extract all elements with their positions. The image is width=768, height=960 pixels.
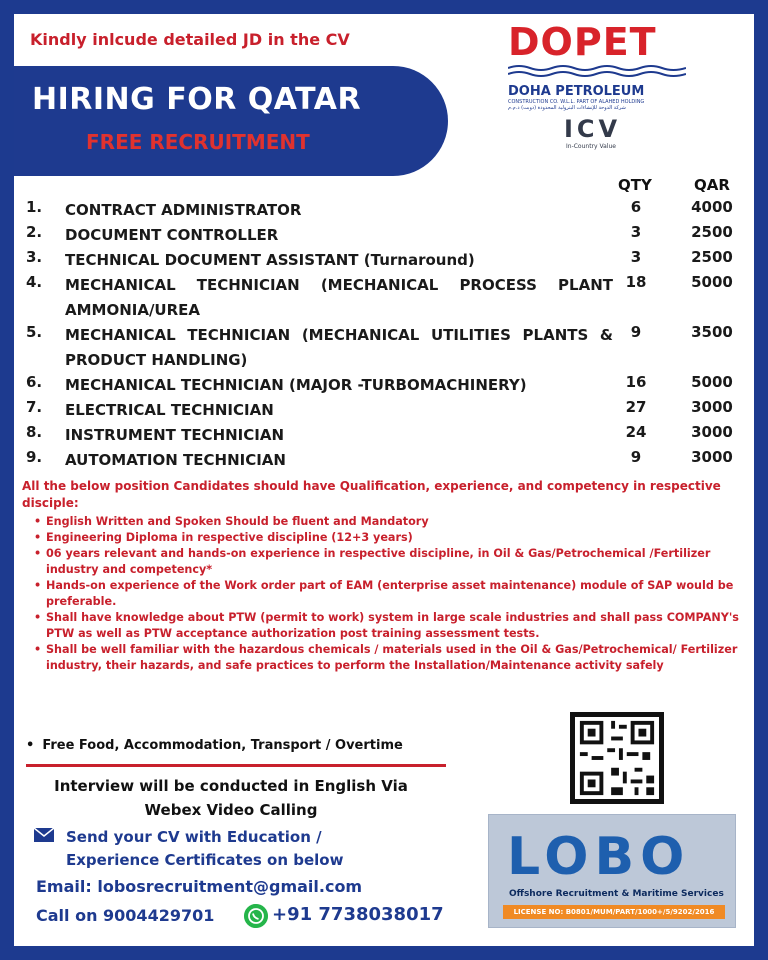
jd-note: Kindly inlcude detailed JD in the CV xyxy=(30,30,350,49)
requirement-item: • Shall have knowledge about PTW (permit to work) system in large scale industries and shall pass COMPANY's PTW as well as PTW acceptance authorization post training assessment tests. xyxy=(34,610,746,642)
qr-code-icon xyxy=(575,717,659,799)
banner-subtitle: FREE RECRUITMENT xyxy=(86,130,310,154)
whatsapp-icon xyxy=(244,904,268,928)
lobo-license: LICENSE NO: B0801/MUM/PART/1000+/5/9202/2016 xyxy=(503,905,725,919)
job-salary: 5000 xyxy=(691,273,733,291)
job-salary: 2500 xyxy=(691,223,733,241)
job-number: 5. xyxy=(26,323,43,341)
job-number: 7. xyxy=(26,398,43,416)
dopet-tagline: CONSTRUCTION CO. W.L.L. PART OF ALAHED HOLDING xyxy=(508,99,645,105)
dopet-wordmark: DOPET xyxy=(508,20,657,64)
interview-info xyxy=(24,774,438,822)
lobo-logo xyxy=(488,814,736,928)
job-qty: 16 xyxy=(625,373,647,391)
poster xyxy=(14,14,754,946)
qar-header: QAR xyxy=(694,176,730,194)
banner-title: HIRING FOR QATAR xyxy=(32,82,362,117)
email-link[interactable]: Email: lobosrecruitment@gmail.com xyxy=(36,877,363,896)
job-number: 9. xyxy=(26,448,43,466)
job-title: CONTRACT ADMINISTRATOR xyxy=(65,201,302,219)
job-salary: 5000 xyxy=(691,373,733,391)
lobo-wordmark: LOBO xyxy=(507,827,691,887)
dopet-full-name: DOHA PETROLEUM xyxy=(508,84,645,99)
requirements-list xyxy=(34,514,746,674)
bullet-icon: • xyxy=(26,738,35,753)
job-title: ELECTRICAL TECHNICIAN xyxy=(65,401,274,419)
job-number: 2. xyxy=(26,223,43,241)
whatsapp-number[interactable]: +91 7738038017 xyxy=(272,904,444,925)
dopet-arabic: شركة الدوحة للإنشاءات البترولية المحدودة (دوبت) ذ.م.م xyxy=(508,105,626,111)
job-salary: 3000 xyxy=(691,423,733,441)
requirement-item: • English Written and Spoken Should be fluent and Mandatory xyxy=(34,514,746,530)
qty-header: QTY xyxy=(618,176,652,194)
send-cv-line-1: Send your CV with Education / xyxy=(66,828,322,846)
job-number: 6. xyxy=(26,373,43,391)
requirements-intro: All the below position Candidates should have Qualification, experience, and competency in respective disciple: xyxy=(22,479,721,510)
job-qty: 9 xyxy=(630,323,642,341)
job-number: 8. xyxy=(26,423,43,441)
envelope-icon xyxy=(34,828,54,842)
icv-subtitle: In-Country Value xyxy=(566,143,616,150)
requirement-item: • 06 years relevant and hands-on experience in respective discipline, in Oil & Gas/Petrochemical /Fertilizer industry and competency* xyxy=(34,546,746,578)
job-title: AUTOMATION TECHNICIAN xyxy=(65,451,286,469)
job-salary: 3000 xyxy=(691,448,733,466)
job-salary: 3500 xyxy=(691,323,733,341)
requirement-item: • Hands-on experience of the Work order part of EAM (enterprise asset maintenance) module of SAP would be preferable. xyxy=(34,578,746,610)
requirement-item: • Engineering Diploma in respective discipline (12+3 years) xyxy=(34,530,746,546)
job-qty: 9 xyxy=(630,448,642,466)
job-salary: 3000 xyxy=(691,398,733,416)
job-number: 3. xyxy=(26,248,43,266)
job-title: MECHANICAL TECHNICIAN (MECHANICAL PROCESS PLANT AMMONIA/UREA xyxy=(65,276,613,319)
icv-mark: ICV xyxy=(564,115,622,143)
interview-line-1: Interview will be conducted in English Via xyxy=(54,777,408,795)
job-title: MECHANICAL TECHNICIAN (MECHANICAL UTILITIES PLANTS & PRODUCT HANDLING) xyxy=(65,326,613,369)
job-salary: 4000 xyxy=(691,198,733,216)
send-cv xyxy=(34,826,414,872)
job-qty: 24 xyxy=(625,423,647,441)
divider xyxy=(26,764,446,767)
requirement-item: • Shall be well familiar with the hazardous chemicals / materials used in the Oil & Gas/Petrochemical/ Fertilizer industry, their hazards, and safe practices to perform the Installation/Maintenance activity safely xyxy=(34,642,746,674)
interview-line-2: Webex Video Calling xyxy=(144,801,318,819)
dopet-logo xyxy=(508,20,690,170)
job-title: DOCUMENT CONTROLLER xyxy=(65,226,279,244)
perks-text: Free Food, Accommodation, Transport / Overtime xyxy=(42,738,403,753)
job-number: 1. xyxy=(26,198,43,216)
qr-code[interactable] xyxy=(570,712,664,804)
job-qty: 3 xyxy=(630,223,642,241)
job-qty: 27 xyxy=(625,398,647,416)
job-number: 4. xyxy=(26,273,43,291)
lobo-subtitle: Offshore Recruitment & Maritime Services xyxy=(509,889,724,899)
phone-number[interactable]: Call on 9004429701 xyxy=(36,906,215,925)
send-cv-line-2: Experience Certificates on below xyxy=(66,851,344,869)
job-title: TECHNICAL DOCUMENT ASSISTANT (Turnaround) xyxy=(65,251,475,269)
perks-line xyxy=(26,738,403,753)
job-salary: 2500 xyxy=(691,248,733,266)
job-title: INSTRUMENT TECHNICIAN xyxy=(65,426,285,444)
hiring-banner xyxy=(14,66,448,176)
job-title: MECHANICAL TECHNICIAN (MAJOR -TURBOMACHINERY) xyxy=(65,376,527,394)
wave-icon xyxy=(508,64,686,80)
job-qty: 3 xyxy=(630,248,642,266)
job-qty: 18 xyxy=(625,273,647,291)
job-qty: 6 xyxy=(630,198,642,216)
